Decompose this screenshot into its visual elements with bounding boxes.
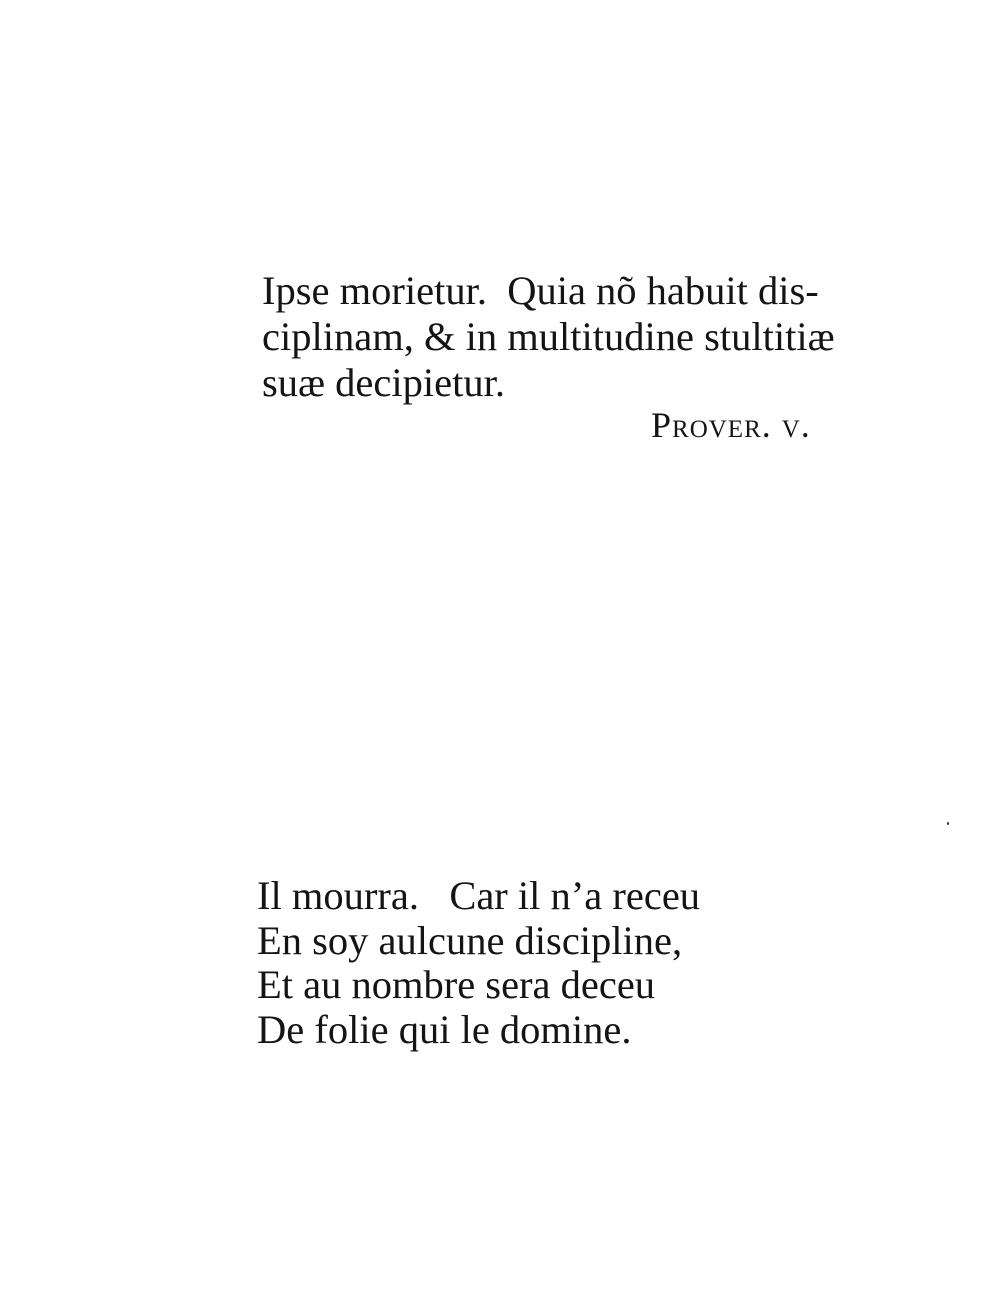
verse-line-1: Il mourra. Car il n’a receu: [257, 873, 701, 918]
page-speck-mark: [947, 822, 949, 825]
citation-reference: Prover. v.: [651, 405, 811, 445]
latin-line-2: ciplinam, & in multitudine stultitiæ: [262, 314, 835, 359]
verse-line-2: En soy aulcune discipline,: [257, 917, 683, 963]
latin-epigraph: [262, 268, 902, 406]
latin-line-3: suæ decipietur.: [262, 360, 505, 405]
french-verse: [257, 874, 857, 1052]
verse-line-4: De folie qui le domine.: [257, 1006, 632, 1052]
verse-line-3: Et au nombre sera deceu: [257, 962, 656, 1007]
latin-line-1: Ipse morietur. Quia nõ habuit dis-: [262, 268, 819, 313]
